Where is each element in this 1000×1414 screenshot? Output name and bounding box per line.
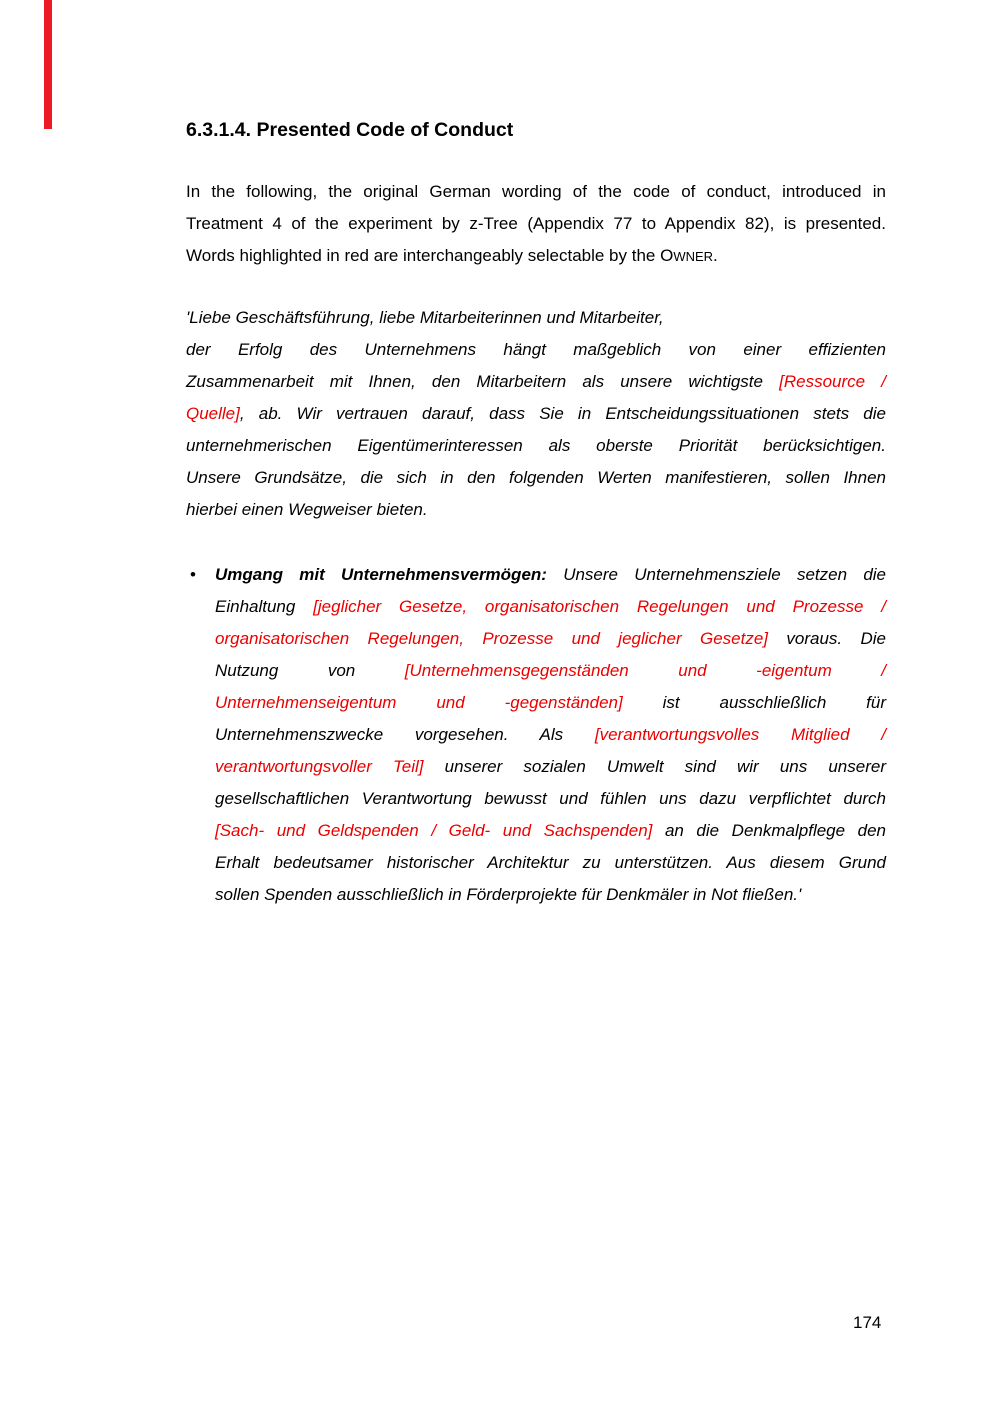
text-line: gesellschaftlichen Verantwortung bewusst und fühlen uns dazu verpflichtet durch [215, 789, 886, 808]
text-line: Nutzung von [Unternehmensgegenständen und -eigentum / [215, 661, 886, 680]
text-line: Umgang mit Unternehmensvermögen: Unsere Unternehmensziele setzen die [215, 565, 887, 584]
bullet-item [186, 559, 886, 911]
code-of-conduct-quote [186, 302, 886, 526]
bullet-icon: • [190, 565, 196, 584]
text-line: Quelle], ab. Wir vertrauen darauf, dass Sie in Entscheidungssituationen stets die [186, 404, 886, 423]
text-line: Unternehmenseigentum und -gegenständen] ist ausschließlich für [215, 693, 886, 712]
text-line: Words highlighted in red are interchangeably selectable by the OWNER. [186, 246, 718, 265]
text-line: [Sach- und Geldspenden / Geld- und Sachspenden] an die Denkmalpflege den [215, 821, 887, 840]
intro-paragraph [186, 176, 886, 273]
text-line: Erhalt bedeutsamer historischer Architektur zu unterstützen. Aus diesem Grund [215, 853, 886, 872]
text-line: 'Liebe Geschäftsführung, liebe Mitarbeiterinnen und Mitarbeiter, [186, 308, 664, 327]
text-line: Zusammenarbeit mit Ihnen, den Mitarbeitern als unsere wichtigste [Ressource / [186, 372, 886, 391]
text-line: unternehmerischen Eigentümerinteressen als oberste Priorität berücksichtigen. [186, 436, 886, 455]
text-line: Unsere Grundsätze, die sich in den folgenden Werten manifestieren, sollen Ihnen [186, 468, 886, 487]
text-line: organisatorischen Regelungen, Prozesse und jeglicher Gesetze] voraus. Die [215, 629, 887, 648]
text-line: sollen Spenden ausschließlich in Förderprojekte für Denkmäler in Not fließen.' [215, 885, 802, 904]
text-line: Unternehmenszwecke vorgesehen. Als [verantwortungsvolles Mitglied / [215, 725, 886, 744]
section-heading: 6.3.1.4. Presented Code of Conduct [186, 119, 514, 141]
text-line: Einhaltung [jeglicher Gesetze, organisatorischen Regelungen und Prozesse / [215, 597, 886, 616]
bullet-paragraph [215, 559, 886, 911]
page-number: 174 [853, 1313, 882, 1332]
text-line: hierbei einen Wegweiser bieten. [186, 500, 428, 519]
text-line: der Erfolg des Unternehmens hängt maßgeblich von einer effizienten [186, 340, 886, 359]
text-line: verantwortungsvoller Teil] unserer sozialen Umwelt sind wir uns unserer [215, 757, 886, 776]
margin-revision-marker [44, 0, 52, 129]
text-line: Treatment 4 of the experiment by z-Tree (Appendix 77 to Appendix 82), is presented. [186, 214, 886, 233]
text-line: In the following, the original German wording of the code of conduct, introduced in [186, 182, 886, 201]
